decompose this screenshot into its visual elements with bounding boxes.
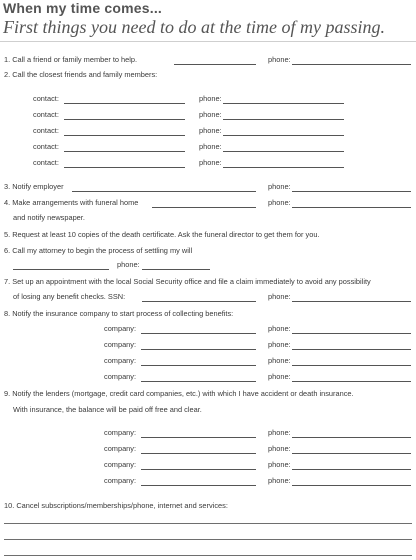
lender-phone-field[interactable] <box>292 485 411 486</box>
contact-name-field[interactable] <box>64 103 185 104</box>
phone-label: phone: <box>199 158 222 167</box>
contact-name-field[interactable] <box>64 135 185 136</box>
item-8-text: 8. Notify the insurance company to start process of collecting benefits: <box>4 309 234 318</box>
insurance-company-field[interactable] <box>141 349 256 350</box>
phone-label: phone: <box>268 460 291 469</box>
ssn-field[interactable] <box>142 301 256 302</box>
phone-label: phone: <box>268 476 291 485</box>
item-6-text: 6. Call my attorney to begin the process of settling my will <box>4 246 193 255</box>
funeral-home-field[interactable] <box>152 207 256 208</box>
insurance-phone-field[interactable] <box>292 365 411 366</box>
header-divider <box>0 41 416 42</box>
item-1-phone-field[interactable] <box>292 64 411 65</box>
attorney-phone-field[interactable] <box>142 269 210 270</box>
insurance-phone-field[interactable] <box>292 349 411 350</box>
contact-name-field[interactable] <box>64 119 185 120</box>
employer-phone-field[interactable] <box>292 191 411 192</box>
company-label: company: <box>104 428 137 437</box>
item-1-name-field[interactable] <box>174 64 256 65</box>
phone-label: phone: <box>268 292 291 301</box>
lender-phone-field[interactable] <box>292 453 411 454</box>
lender-company-field[interactable] <box>141 485 256 486</box>
phone-label: phone: <box>199 94 222 103</box>
social-security-phone-field[interactable] <box>292 301 411 302</box>
item-7-continuation: of losing any benefit checks. SSN: <box>13 292 126 301</box>
phone-label: phone: <box>268 55 291 64</box>
cancellations-line[interactable] <box>4 523 412 524</box>
item-7-text: 7. Set up an appointment with the local Social Security office and file a claim immediately to avoid any possibility <box>4 277 371 286</box>
employer-field[interactable] <box>72 191 256 192</box>
phone-label: phone: <box>268 324 291 333</box>
item-1-text: 1. Call a friend or family member to help. <box>4 55 138 64</box>
lender-company-field[interactable] <box>141 469 256 470</box>
phone-label: phone: <box>117 260 140 269</box>
contact-phone-field[interactable] <box>223 135 344 136</box>
company-label: company: <box>104 444 137 453</box>
lender-phone-field[interactable] <box>292 437 411 438</box>
phone-label: phone: <box>268 372 291 381</box>
item-5-text: 5. Request at least 10 copies of the death certificate. Ask the funeral director to get them for you. <box>4 230 320 239</box>
company-label: company: <box>104 476 137 485</box>
lender-company-field[interactable] <box>141 453 256 454</box>
company-label: company: <box>104 460 137 469</box>
contact-phone-field[interactable] <box>223 151 344 152</box>
company-label: company: <box>104 356 137 365</box>
lender-company-field[interactable] <box>141 437 256 438</box>
insurance-phone-field[interactable] <box>292 381 411 382</box>
page-subtitle: First things you need to do at the time of my passing. <box>3 17 385 37</box>
page-title: When my time comes... <box>3 0 163 16</box>
insurance-company-field[interactable] <box>141 381 256 382</box>
phone-label: phone: <box>199 110 222 119</box>
phone-label: phone: <box>268 340 291 349</box>
item-9-text: 9. Notify the lenders (mortgage, credit card companies, etc.) with which I have accident or death insurance. <box>4 389 354 398</box>
insurance-phone-field[interactable] <box>292 333 411 334</box>
contact-label: contact: <box>33 110 59 119</box>
contact-label: contact: <box>33 158 59 167</box>
cancellations-line[interactable] <box>4 555 412 556</box>
contact-name-field[interactable] <box>64 167 185 168</box>
item-10-text: 10. Cancel subscriptions/memberships/phone, internet and services: <box>4 501 228 510</box>
contact-name-field[interactable] <box>64 151 185 152</box>
contact-label: contact: <box>33 94 59 103</box>
phone-label: phone: <box>268 428 291 437</box>
phone-label: phone: <box>268 444 291 453</box>
company-label: company: <box>104 324 137 333</box>
contact-phone-field[interactable] <box>223 103 344 104</box>
phone-label: phone: <box>199 126 222 135</box>
phone-label: phone: <box>268 182 291 191</box>
item-9-continuation: With insurance, the balance will be paid off free and clear. <box>13 405 202 414</box>
company-label: company: <box>104 340 137 349</box>
contact-label: contact: <box>33 126 59 135</box>
funeral-home-phone-field[interactable] <box>292 207 411 208</box>
phone-label: phone: <box>268 356 291 365</box>
lender-phone-field[interactable] <box>292 469 411 470</box>
item-3-text: 3. Notify employer <box>4 182 64 191</box>
contact-phone-field[interactable] <box>223 119 344 120</box>
contact-label: contact: <box>33 142 59 151</box>
attorney-field[interactable] <box>13 269 109 270</box>
item-4-text: 4. Make arrangements with funeral home <box>4 198 139 207</box>
cancellations-line[interactable] <box>4 539 412 540</box>
insurance-company-field[interactable] <box>141 365 256 366</box>
item-2-text: 2. Call the closest friends and family members: <box>4 70 158 79</box>
item-4-continuation: and notify newspaper. <box>13 213 85 222</box>
phone-label: phone: <box>199 142 222 151</box>
company-label: company: <box>104 372 137 381</box>
contact-phone-field[interactable] <box>223 167 344 168</box>
insurance-company-field[interactable] <box>141 333 256 334</box>
phone-label: phone: <box>268 198 291 207</box>
